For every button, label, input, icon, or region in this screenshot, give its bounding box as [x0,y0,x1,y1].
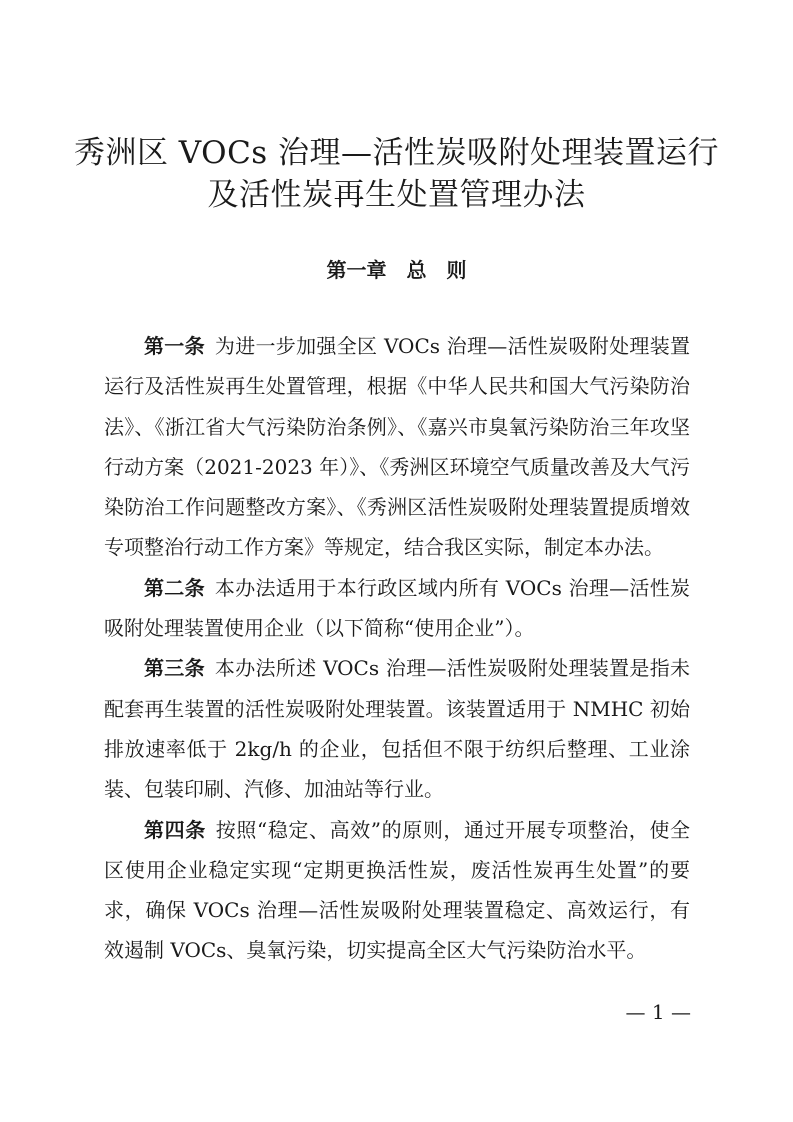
article-text: 按照“稳定、高效”的原则，通过开展专项整治，使全区使用企业稳定实现“定期更换活性炭，废活性炭再生处置”的要求，确保 VOCs 治理—活性炭吸附处理装置稳定、高效运行，有效遏制 VOCs、臭氧污染，切实提高全区大气污染防治水平。 [104,817,690,963]
title-line-2: 及活性炭再生处置管理办法 [207,177,586,213]
title-line-1: 秀洲区 VOCs 治理—活性炭吸附处理装置运行 [73,135,720,171]
article-label: 第一条 [144,334,205,358]
article-text: 本办法所述 VOCs 治理—活性炭吸附处理装置是指未配套再生装置的活性炭吸附处理装置。该装置适用于 NMHC 初始排放速率低于 2kg/h 的企业，包括但不限于纺织后整理、工业涂装、包装印刷、汽修、加油站等行业。 [104,656,690,802]
document-body [104,326,690,971]
article-label: 第四条 [144,817,206,842]
article-label: 第二条 [144,575,205,600]
article-1 [104,326,690,568]
article-3 [104,648,690,809]
article-2 [104,568,690,649]
article-text: 本办法适用于本行政区域内所有 VOCs 治理—活性炭吸附处理装置使用企业（以下简称“使用企业”）。 [104,575,690,641]
article-text: 为进一步加强全区 VOCs 治理—活性炭吸附处理装置运行及活性炭再生处置管理，根据《中华人民共和国大气污染防治法》、《浙江省大气污染防治条例》、《嘉兴市臭氧污染防治三年攻坚行动方案（2021-2023 年）》、《秀洲区环境空气质量改善及大气污染防治工作问题整改方案》、《秀洲区活性炭吸附处理装置提质增效专项整治行动工作方案》等规定，结合我区实际，制定本办法。 [104,334,690,560]
document-title [0,132,793,216]
page-number: — 1 — [625,1000,691,1024]
article-4 [104,810,690,971]
chapter-heading: 第一章 总 则 [326,258,467,282]
article-label: 第三条 [144,656,205,681]
